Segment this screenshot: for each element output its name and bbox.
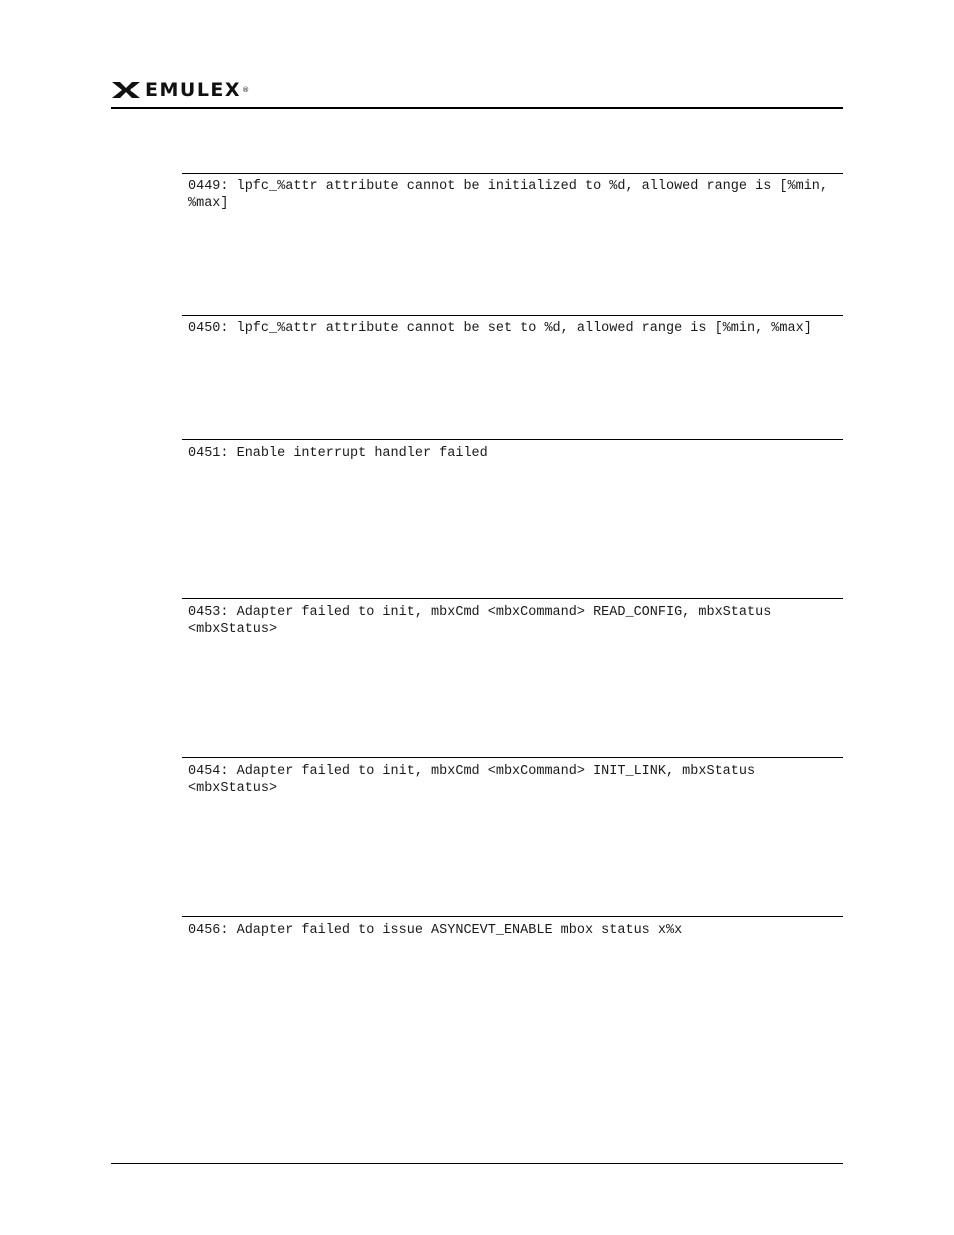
log-message-0450: 0450: lpfc_%attr attribute cannot be set to %d, allowed range is [%min, %max] xyxy=(188,321,812,336)
log-message-0456: 0456: Adapter failed to issue ASYNCEVT_ENABLE mbox status x%x xyxy=(188,923,683,938)
entry-divider xyxy=(182,598,843,599)
header-divider xyxy=(111,107,843,109)
log-message-0451: 0451: Enable interrupt handler failed xyxy=(188,446,488,461)
entry-divider xyxy=(182,916,843,917)
emulex-logo xyxy=(111,79,249,101)
entry-divider xyxy=(182,173,843,174)
entry-divider xyxy=(182,315,843,316)
emulex-logo-icon xyxy=(111,80,141,100)
log-message-0449: 0449: lpfc_%attr attribute cannot be initialized to %d, allowed range is [%min, %max] xyxy=(188,179,829,211)
logo-text: EMULEX xyxy=(145,79,242,101)
logo-trademark: ® xyxy=(242,86,250,94)
entry-divider xyxy=(182,757,843,758)
log-message-0454: 0454: Adapter failed to init, mbxCmd <mbxCommand> INIT_LINK, mbxStatus <mbxStatus> xyxy=(188,764,756,796)
entry-divider xyxy=(182,439,843,440)
log-message-0453: 0453: Adapter failed to init, mbxCmd <mbxCommand> READ_CONFIG, mbxStatus <mbxStatus> xyxy=(188,605,772,637)
footer-divider xyxy=(111,1163,843,1164)
